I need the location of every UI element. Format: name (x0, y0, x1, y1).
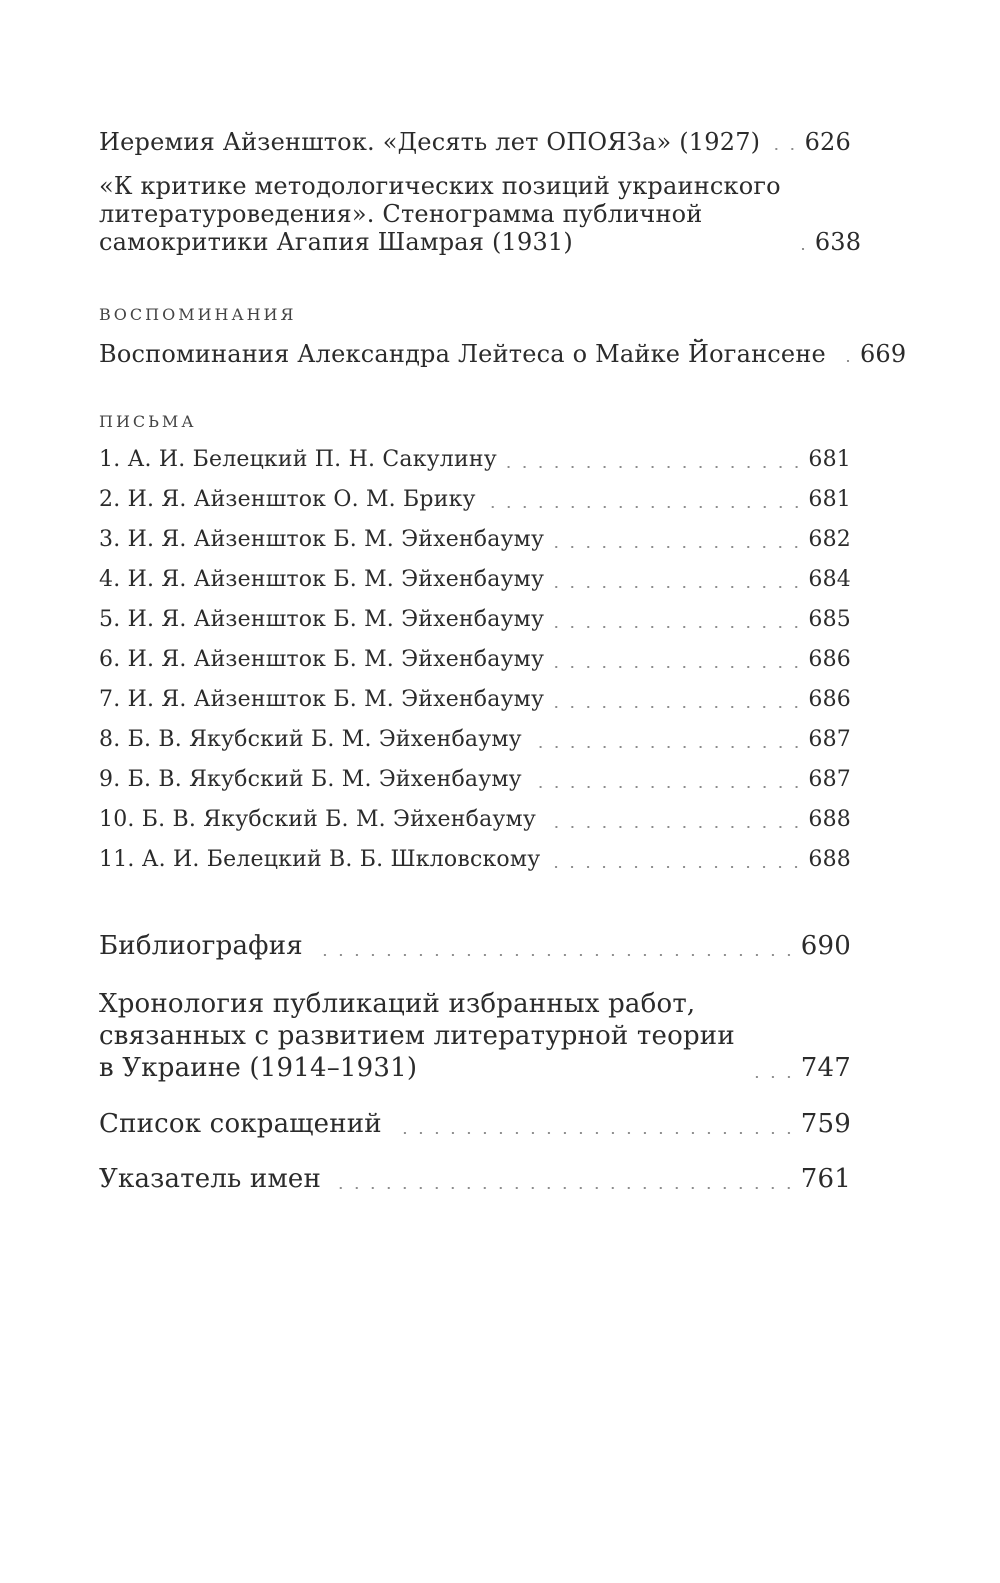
toc-entry-title: Библиография (99, 931, 303, 961)
dot-leader (554, 706, 804, 708)
toc-entry[interactable] (99, 988, 851, 1084)
toc-entry[interactable] (99, 486, 851, 514)
toc-entry[interactable] (99, 1108, 851, 1140)
toc-entry[interactable] (99, 646, 851, 674)
toc-entry[interactable] (99, 172, 862, 256)
toc-entry-page: 681 (808, 447, 851, 472)
toc-entry-title: 6. И. Я. Айзеншток Б. М. Эйхенбауму (99, 647, 545, 672)
toc-entry-page: 686 (808, 687, 851, 712)
toc-entry[interactable] (99, 1163, 851, 1195)
dot-leader (392, 1132, 797, 1134)
dot-leader (550, 866, 804, 868)
dot-leader (791, 248, 811, 250)
toc-entry-title: Иеремия Айзеншток. «Десять лет ОПОЯЗа» (1927) (99, 128, 761, 156)
toc-entry-title: 4. И. Я. Айзеншток Б. М. Эйхенбауму (99, 567, 545, 592)
dot-leader (554, 546, 804, 548)
toc-entry[interactable] (99, 526, 851, 554)
dot-leader (745, 1076, 797, 1078)
toc-entry-title: Список сокращений (99, 1109, 382, 1139)
toc-entry-page: 626 (804, 128, 851, 156)
toc-entry-page: 685 (808, 607, 851, 632)
dot-leader (331, 1187, 797, 1189)
title-line: литературоведения». Стенограмма публичной (99, 200, 703, 228)
toc-entry-title: 11. А. И. Белецкий В. Б. Шкловскому (99, 847, 541, 872)
title-line: в Украине (1914–1931) (99, 1053, 418, 1083)
toc-entry[interactable] (99, 686, 851, 714)
toc-entry-page: 688 (808, 847, 851, 872)
toc-entry-title: 8. Б. В. Якубский Б. М. Эйхенбауму (99, 727, 522, 752)
toc-entry-title (99, 988, 735, 1084)
toc-entry-title: 10. Б. В. Якубский Б. М. Эйхенбауму (99, 807, 536, 832)
dot-leader (532, 746, 805, 748)
dot-leader (546, 826, 804, 828)
dot-leader (313, 954, 797, 956)
toc-entry-title: Указатель имен (99, 1164, 321, 1194)
dot-leader (554, 586, 804, 588)
title-line: «К критике методологических позиций украинского (99, 172, 781, 200)
toc-entry-title: 9. Б. В. Якубский Б. М. Эйхенбауму (99, 767, 522, 792)
dot-leader (770, 148, 800, 150)
toc-entry-title: 7. И. Я. Айзеншток Б. М. Эйхенбауму (99, 687, 545, 712)
toc-entry-page: 687 (808, 767, 851, 792)
toc-entry-page: 686 (808, 647, 851, 672)
section-heading-memoirs: ВОСПОМИНАНИЯ (99, 305, 297, 324)
toc-entry-title: 1. А. И. Белецкий П. Н. Сакулину (99, 447, 497, 472)
dot-leader (554, 666, 804, 668)
dot-leader (532, 786, 805, 788)
toc-entry-page: 638 (814, 228, 862, 256)
toc-entry-page: 681 (808, 487, 851, 512)
dot-leader (554, 626, 804, 628)
toc-entry[interactable] (99, 566, 851, 594)
toc-entry-page: 682 (808, 527, 851, 552)
toc-entry[interactable] (99, 846, 851, 874)
toc-entry-title: Воспоминания Александра Лейтеса о Майке Йогансене (99, 340, 826, 368)
dot-leader (836, 360, 856, 362)
toc-entry[interactable] (99, 446, 851, 474)
toc-entry[interactable] (99, 806, 851, 834)
title-line: связанных с развитием литературной теории (99, 1021, 735, 1051)
toc-entry-page: 688 (808, 807, 851, 832)
dot-leader (486, 506, 805, 508)
toc-entry-page: 690 (800, 931, 851, 961)
toc-entry-page: 669 (859, 340, 907, 368)
section-heading-letters: ПИСЬМА (99, 412, 197, 431)
dot-leader (507, 466, 805, 468)
toc-entry-title: 5. И. Я. Айзеншток Б. М. Эйхенбауму (99, 607, 545, 632)
toc-entry[interactable] (99, 726, 851, 754)
toc-entry[interactable] (99, 606, 851, 634)
toc-entry[interactable] (99, 340, 907, 368)
toc-entry-page: 761 (800, 1164, 851, 1194)
toc-entry-title: 3. И. Я. Айзеншток Б. М. Эйхенбауму (99, 527, 545, 552)
toc-entry-page: 684 (808, 567, 851, 592)
toc-entry[interactable] (99, 930, 851, 962)
title-line: самокритики Агапия Шамрая (1931) (99, 228, 573, 256)
toc-entry-page: 747 (800, 1053, 851, 1083)
toc-entry[interactable] (99, 128, 851, 156)
title-line: Хронология публикаций избранных работ, (99, 989, 696, 1019)
toc-entry-title: 2. И. Я. Айзеншток О. М. Брику (99, 487, 476, 512)
toc-entry[interactable] (99, 766, 851, 794)
toc-entry-title (99, 172, 781, 256)
toc-entry-page: 687 (808, 727, 851, 752)
toc-entry-page: 759 (800, 1109, 851, 1139)
